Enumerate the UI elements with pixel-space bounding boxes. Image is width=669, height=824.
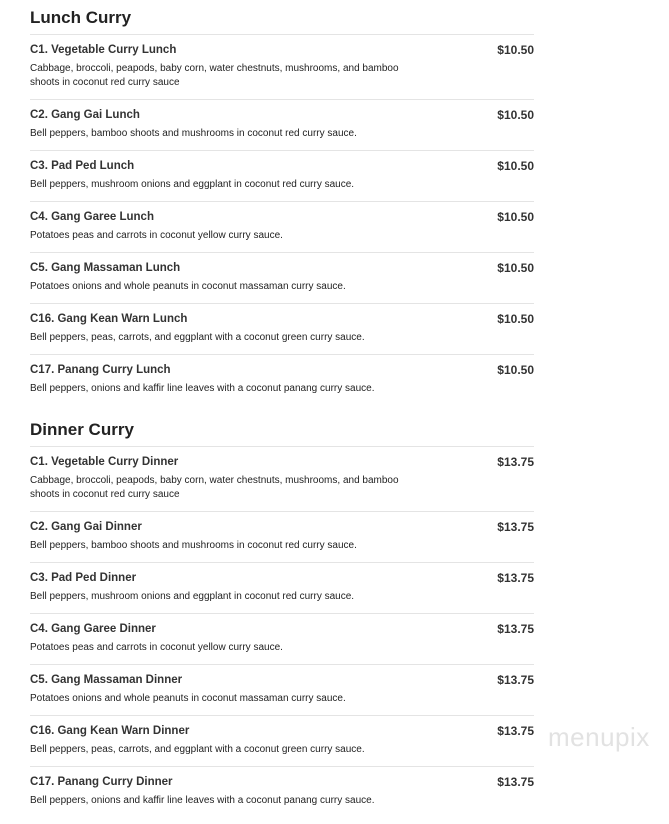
item-description: Bell peppers, mushroom onions and eggplant in coconut red curry sauce.: [30, 591, 355, 602]
item-name: C5. Gang Massaman Dinner: [30, 674, 183, 686]
item-description: Potatoes onions and whole peanuts in coconut massaman curry sauce.: [30, 281, 346, 292]
item-name: C1. Vegetable Curry Lunch: [30, 44, 177, 56]
menu-item: [30, 447, 534, 512]
item-description: Bell peppers, bamboo shoots and mushrooms in coconut red curry sauce.: [30, 540, 357, 551]
menu-section: [30, 0, 534, 405]
item-name: C4. Gang Garee Dinner: [30, 623, 156, 635]
item-description: Bell peppers, onions and kaffir line leaves with a coconut panang curry sauce.: [30, 795, 375, 806]
menu-item: [30, 100, 534, 151]
item-description: Potatoes peas and carrots in coconut yellow curry sauce.: [30, 230, 283, 241]
menu-item: [30, 355, 534, 405]
item-price: $13.75: [497, 724, 534, 738]
item-price: $10.50: [497, 363, 534, 377]
menu-section: [30, 412, 534, 817]
item-description: Bell peppers, bamboo shoots and mushrooms in coconut red curry sauce.: [30, 128, 357, 139]
item-description: Potatoes peas and carrots in coconut yellow curry sauce.: [30, 642, 283, 653]
item-name: C17. Panang Curry Dinner: [30, 776, 173, 788]
item-description: Bell peppers, onions and kaffir line leaves with a coconut panang curry sauce.: [30, 383, 375, 394]
menu-item: [30, 716, 534, 767]
menupix-watermark: menupix: [548, 722, 650, 752]
item-description: Bell peppers, peas, carrots, and eggplant with a coconut green curry sauce.: [30, 332, 365, 343]
section-title: Dinner Curry: [30, 412, 534, 447]
menu-item: [30, 614, 534, 665]
section-title: Lunch Curry: [30, 0, 534, 35]
menu-item: [30, 304, 534, 355]
item-price: $13.75: [497, 455, 534, 469]
item-price: $10.50: [497, 108, 534, 122]
menu-item: [30, 202, 534, 253]
item-price: $13.75: [497, 673, 534, 687]
item-name: C2. Gang Gai Lunch: [30, 109, 140, 121]
item-price: $10.50: [497, 261, 534, 275]
item-description: Potatoes onions and whole peanuts in coconut massaman curry sauce.: [30, 693, 346, 704]
item-description: Bell peppers, mushroom onions and eggplant in coconut red curry sauce.: [30, 179, 355, 190]
item-name: C2. Gang Gai Dinner: [30, 521, 142, 533]
item-name: C3. Pad Ped Dinner: [30, 572, 137, 584]
item-description: Cabbage, broccoli, peapods, baby corn, water chestnuts, mushrooms, and bamboo shoots in coconut red curry sauce: [30, 63, 399, 88]
menu-item: [30, 563, 534, 614]
item-name: C5. Gang Massaman Lunch: [30, 262, 181, 274]
item-name: C16. Gang Kean Warn Dinner: [30, 725, 190, 737]
item-name: C17. Panang Curry Lunch: [30, 364, 171, 376]
item-price: $13.75: [497, 571, 534, 585]
item-price: $10.50: [497, 312, 534, 326]
menu-item: [30, 253, 534, 304]
menu-item: [30, 665, 534, 716]
menu: [30, 0, 534, 817]
item-name: C16. Gang Kean Warn Lunch: [30, 313, 188, 325]
item-name: C1. Vegetable Curry Dinner: [30, 456, 179, 468]
item-price: $10.50: [497, 159, 534, 173]
menu-item: [30, 512, 534, 563]
item-price: $13.75: [497, 775, 534, 789]
item-description: Cabbage, broccoli, peapods, baby corn, water chestnuts, mushrooms, and bamboo shoots in coconut red curry sauce: [30, 475, 399, 500]
menu-item: [30, 35, 534, 100]
item-name: C4. Gang Garee Lunch: [30, 211, 154, 223]
item-price: $10.50: [497, 210, 534, 224]
item-price: $10.50: [497, 43, 534, 57]
item-price: $13.75: [497, 622, 534, 636]
menu-item: [30, 151, 534, 202]
menu-item: [30, 767, 534, 817]
item-description: Bell peppers, peas, carrots, and eggplant with a coconut green curry sauce.: [30, 744, 365, 755]
item-name: C3. Pad Ped Lunch: [30, 160, 135, 172]
item-price: $13.75: [497, 520, 534, 534]
